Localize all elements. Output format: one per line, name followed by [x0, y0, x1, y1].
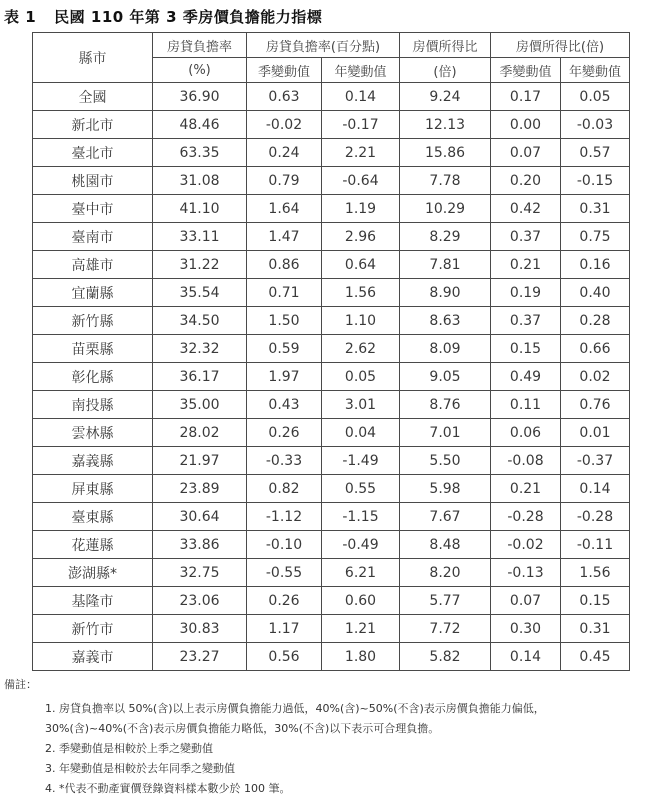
table-title [4, 6, 322, 27]
cell-county: 屏東縣 [33, 475, 153, 503]
cell-mortgage-burden-rate: 31.22 [153, 251, 247, 279]
cell-pir-qoq: 0.07 [491, 587, 561, 615]
cell-pir-yoy: 0.05 [561, 83, 630, 111]
cell-mbr-qoq: 0.56 [247, 643, 322, 671]
table-row [33, 643, 630, 671]
cell-mbr-qoq: 0.71 [247, 279, 322, 307]
cell-pir-yoy: -0.28 [561, 503, 630, 531]
cell-pir-qoq: 0.21 [491, 251, 561, 279]
cell-county: 全國 [33, 83, 153, 111]
cell-mortgage-burden-rate: 21.97 [153, 447, 247, 475]
cell-pir-yoy: 0.40 [561, 279, 630, 307]
cell-price-income-ratio: 7.72 [400, 615, 491, 643]
table-row [33, 307, 630, 335]
notes-label: 備註： [4, 678, 37, 691]
cell-price-income-ratio: 7.67 [400, 503, 491, 531]
table-row [33, 363, 630, 391]
cell-mortgage-burden-rate: 41.10 [153, 195, 247, 223]
cell-pir-yoy: 0.57 [561, 139, 630, 167]
cell-pir-qoq: 0.14 [491, 643, 561, 671]
cell-mbr-yoy: 2.62 [322, 335, 400, 363]
cell-mbr-qoq: -1.12 [247, 503, 322, 531]
cell-pir-qoq: 0.17 [491, 83, 561, 111]
table-body [33, 83, 630, 671]
cell-price-income-ratio: 12.13 [400, 111, 491, 139]
cell-pir-yoy: 0.01 [561, 419, 630, 447]
cell-mortgage-burden-rate: 30.83 [153, 615, 247, 643]
cell-mbr-yoy: 0.55 [322, 475, 400, 503]
cell-mbr-yoy: 3.01 [322, 391, 400, 419]
cell-mbr-qoq: 0.79 [247, 167, 322, 195]
cell-pir-yoy: 0.14 [561, 475, 630, 503]
cell-price-income-ratio: 5.82 [400, 643, 491, 671]
cell-mortgage-burden-rate: 32.75 [153, 559, 247, 587]
cell-pir-yoy: 0.16 [561, 251, 630, 279]
cell-mbr-qoq: 1.64 [247, 195, 322, 223]
cell-mbr-yoy: -0.64 [322, 167, 400, 195]
cell-pir-qoq: 0.06 [491, 419, 561, 447]
cell-pir-yoy: 0.45 [561, 643, 630, 671]
cell-county: 新北市 [33, 111, 153, 139]
cell-mortgage-burden-rate: 34.50 [153, 307, 247, 335]
note-item-continuation: 30%(含)~40%(不含)表示房價負擔能力略低，30%(不含)以下表示可合理負擔。 [45, 722, 440, 735]
header-pir-qoq: 季變動值 [491, 58, 561, 83]
cell-county: 桃園市 [33, 167, 153, 195]
cell-mbr-qoq: 0.26 [247, 419, 322, 447]
cell-price-income-ratio: 10.29 [400, 195, 491, 223]
cell-mortgage-burden-rate: 28.02 [153, 419, 247, 447]
cell-price-income-ratio: 8.90 [400, 279, 491, 307]
cell-mbr-yoy: -1.49 [322, 447, 400, 475]
cell-price-income-ratio: 7.81 [400, 251, 491, 279]
note-item: 1. 房貸負擔率以 50%(含)以上表示房價負擔能力過低，40%(含)~50%(不含)表示房價負擔能力偏低， [45, 702, 545, 715]
cell-mbr-qoq: -0.02 [247, 111, 322, 139]
cell-county: 高雄市 [33, 251, 153, 279]
cell-mbr-yoy: 0.05 [322, 363, 400, 391]
cell-price-income-ratio: 5.98 [400, 475, 491, 503]
table-row [33, 531, 630, 559]
cell-mortgage-burden-rate: 48.46 [153, 111, 247, 139]
header-price-income-ratio: 房價所得比 [400, 33, 491, 58]
cell-county: 臺東縣 [33, 503, 153, 531]
cell-mortgage-burden-rate: 23.89 [153, 475, 247, 503]
cell-pir-qoq: -0.02 [491, 531, 561, 559]
cell-pir-qoq: 0.20 [491, 167, 561, 195]
notes-section [4, 675, 545, 799]
cell-mortgage-burden-rate: 32.32 [153, 335, 247, 363]
cell-pir-yoy: -0.11 [561, 531, 630, 559]
cell-mbr-qoq: 1.47 [247, 223, 322, 251]
cell-mbr-yoy: 2.21 [322, 139, 400, 167]
cell-county: 臺北市 [33, 139, 153, 167]
table-row [33, 279, 630, 307]
table-row [33, 223, 630, 251]
cell-county: 彰化縣 [33, 363, 153, 391]
cell-pir-qoq: 0.11 [491, 391, 561, 419]
cell-mbr-qoq: 0.82 [247, 475, 322, 503]
cell-mbr-qoq: 0.59 [247, 335, 322, 363]
cell-mortgage-burden-rate: 23.27 [153, 643, 247, 671]
table-row [33, 167, 630, 195]
cell-pir-yoy: 0.02 [561, 363, 630, 391]
cell-pir-yoy: 0.28 [561, 307, 630, 335]
cell-county: 嘉義市 [33, 643, 153, 671]
cell-county: 苗栗縣 [33, 335, 153, 363]
table-row [33, 419, 630, 447]
cell-price-income-ratio: 8.09 [400, 335, 491, 363]
table-row [33, 335, 630, 363]
cell-mbr-qoq: 0.24 [247, 139, 322, 167]
cell-pir-qoq: 0.30 [491, 615, 561, 643]
cell-price-income-ratio: 7.78 [400, 167, 491, 195]
header-row-1 [33, 33, 630, 58]
cell-county: 臺南市 [33, 223, 153, 251]
header-mbr-unit: (%) [153, 58, 247, 83]
cell-pir-yoy: 0.15 [561, 587, 630, 615]
cell-mbr-qoq: -0.10 [247, 531, 322, 559]
cell-mbr-yoy: 1.80 [322, 643, 400, 671]
cell-county: 花蓮縣 [33, 531, 153, 559]
cell-pir-yoy: -0.37 [561, 447, 630, 475]
table-row [33, 587, 630, 615]
cell-county: 宜蘭縣 [33, 279, 153, 307]
header-pir-unit: (倍) [400, 58, 491, 83]
cell-mortgage-burden-rate: 31.08 [153, 167, 247, 195]
cell-price-income-ratio: 5.50 [400, 447, 491, 475]
table-row [33, 475, 630, 503]
cell-price-income-ratio: 7.01 [400, 419, 491, 447]
header-mbr-qoq: 季變動值 [247, 58, 322, 83]
cell-price-income-ratio: 8.48 [400, 531, 491, 559]
cell-mbr-yoy: 0.04 [322, 419, 400, 447]
cell-pir-yoy: -0.15 [561, 167, 630, 195]
cell-pir-yoy: 1.56 [561, 559, 630, 587]
cell-mbr-yoy: 0.60 [322, 587, 400, 615]
table-number: 表 1 [4, 8, 37, 26]
cell-county: 基隆市 [33, 587, 153, 615]
cell-county: 雲林縣 [33, 419, 153, 447]
cell-county: 澎湖縣* [33, 559, 153, 587]
cell-pir-yoy: -0.03 [561, 111, 630, 139]
cell-county: 臺中市 [33, 195, 153, 223]
cell-pir-yoy: 0.76 [561, 391, 630, 419]
table-row [33, 447, 630, 475]
table-row [33, 251, 630, 279]
cell-price-income-ratio: 8.29 [400, 223, 491, 251]
header-mbr-yoy: 年變動值 [322, 58, 400, 83]
cell-mortgage-burden-rate: 36.17 [153, 363, 247, 391]
note-item: 3. 年變動值是相較於去年同季之變動值 [45, 762, 235, 775]
table-row [33, 559, 630, 587]
cell-mbr-qoq: 0.63 [247, 83, 322, 111]
cell-pir-yoy: 0.75 [561, 223, 630, 251]
housing-affordability-table [32, 32, 630, 671]
cell-pir-qoq: 0.37 [491, 223, 561, 251]
table-row [33, 111, 630, 139]
cell-price-income-ratio: 5.77 [400, 587, 491, 615]
cell-mbr-yoy: 1.21 [322, 615, 400, 643]
cell-county: 新竹市 [33, 615, 153, 643]
cell-price-income-ratio: 8.63 [400, 307, 491, 335]
table-row [33, 195, 630, 223]
cell-county: 嘉義縣 [33, 447, 153, 475]
cell-pir-yoy: 0.31 [561, 195, 630, 223]
cell-pir-yoy: 0.31 [561, 615, 630, 643]
header-mortgage-burden-rate: 房貸負擔率 [153, 33, 247, 58]
cell-mortgage-burden-rate: 30.64 [153, 503, 247, 531]
cell-mbr-qoq: 1.97 [247, 363, 322, 391]
cell-price-income-ratio: 8.76 [400, 391, 491, 419]
cell-county: 南投縣 [33, 391, 153, 419]
cell-mbr-yoy: 0.64 [322, 251, 400, 279]
table-row [33, 139, 630, 167]
cell-mbr-yoy: 1.10 [322, 307, 400, 335]
cell-mbr-yoy: 2.96 [322, 223, 400, 251]
table-row [33, 503, 630, 531]
cell-mbr-yoy: 6.21 [322, 559, 400, 587]
note-item: 2. 季變動值是相較於上季之變動值 [45, 742, 213, 755]
cell-pir-qoq: 0.19 [491, 279, 561, 307]
cell-pir-qoq: -0.28 [491, 503, 561, 531]
table-title-text: 民國 110 年第 3 季房價負擔能力指標 [54, 8, 323, 26]
cell-pir-qoq: -0.08 [491, 447, 561, 475]
cell-mbr-qoq: 1.50 [247, 307, 322, 335]
cell-mortgage-burden-rate: 33.86 [153, 531, 247, 559]
cell-mortgage-burden-rate: 33.11 [153, 223, 247, 251]
cell-mortgage-burden-rate: 23.06 [153, 587, 247, 615]
cell-mbr-qoq: -0.33 [247, 447, 322, 475]
header-pir-yoy: 年變動值 [561, 58, 630, 83]
table-row [33, 391, 630, 419]
cell-mbr-qoq: 1.17 [247, 615, 322, 643]
table-row [33, 83, 630, 111]
cell-mbr-yoy: -1.15 [322, 503, 400, 531]
cell-pir-yoy: 0.66 [561, 335, 630, 363]
cell-pir-qoq: 0.49 [491, 363, 561, 391]
cell-mbr-yoy: -0.49 [322, 531, 400, 559]
cell-pir-qoq: 0.07 [491, 139, 561, 167]
cell-county: 新竹縣 [33, 307, 153, 335]
header-mortgage-burden-change: 房貸負擔率(百分點) [247, 33, 400, 58]
header-county: 縣市 [33, 33, 153, 83]
cell-mbr-qoq: 0.26 [247, 587, 322, 615]
cell-price-income-ratio: 9.05 [400, 363, 491, 391]
table-row [33, 615, 630, 643]
cell-mbr-yoy: 0.14 [322, 83, 400, 111]
cell-price-income-ratio: 9.24 [400, 83, 491, 111]
cell-pir-qoq: 0.21 [491, 475, 561, 503]
cell-pir-qoq: 0.37 [491, 307, 561, 335]
cell-mbr-yoy: 1.56 [322, 279, 400, 307]
cell-mortgage-burden-rate: 63.35 [153, 139, 247, 167]
cell-mbr-qoq: -0.55 [247, 559, 322, 587]
cell-mortgage-burden-rate: 35.00 [153, 391, 247, 419]
cell-price-income-ratio: 8.20 [400, 559, 491, 587]
cell-mortgage-burden-rate: 36.90 [153, 83, 247, 111]
cell-mbr-yoy: -0.17 [322, 111, 400, 139]
cell-pir-qoq: -0.13 [491, 559, 561, 587]
cell-mbr-qoq: 0.86 [247, 251, 322, 279]
cell-price-income-ratio: 15.86 [400, 139, 491, 167]
cell-pir-qoq: 0.00 [491, 111, 561, 139]
cell-mbr-yoy: 1.19 [322, 195, 400, 223]
cell-mortgage-burden-rate: 35.54 [153, 279, 247, 307]
cell-pir-qoq: 0.15 [491, 335, 561, 363]
cell-pir-qoq: 0.42 [491, 195, 561, 223]
header-price-income-change: 房價所得比(倍) [491, 33, 630, 58]
cell-mbr-qoq: 0.43 [247, 391, 322, 419]
note-item: 4. *代表不動產實價登錄資料樣本數少於 100 筆。 [45, 782, 291, 795]
